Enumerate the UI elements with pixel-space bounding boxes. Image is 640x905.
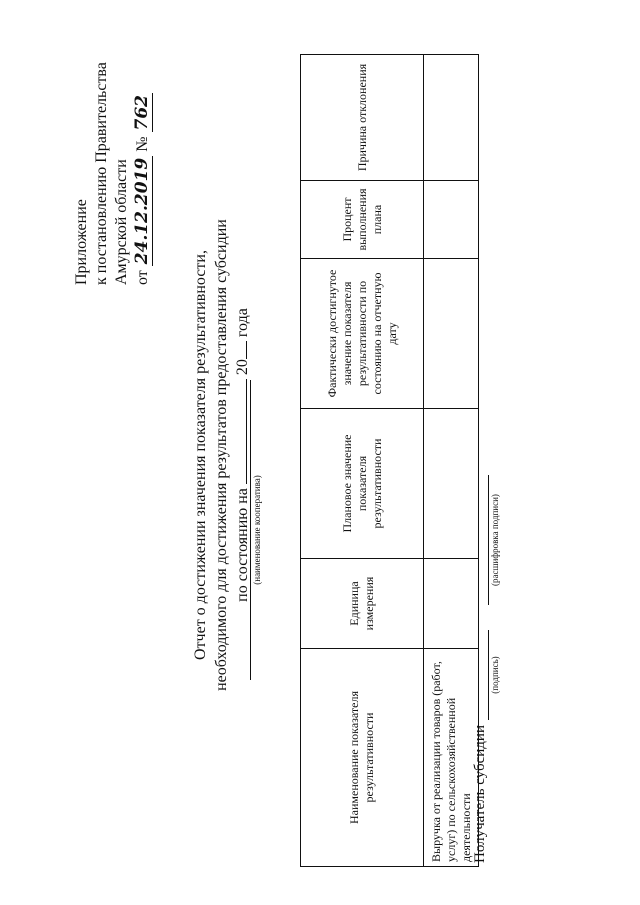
cell-indicator-name: Выручка от реализации товаров (работ, услуг) по сельскохозяйственной деятельности [424,649,479,867]
title-line-2: необходимого для достижения результатов предоставления субсидии [213,219,230,691]
signature-caption: (подпись) [490,656,500,694]
appendix-block [72,62,153,285]
header-unit: Единица измерения [301,559,424,649]
cell-plan-percent [424,181,479,259]
appendix-date-line [132,62,153,285]
appendix-line-2: к постановлению Правительства [93,62,110,285]
signature-field [488,630,501,720]
signature-decode-field [488,475,501,605]
header-actual-value: Фактически достигнутое значение показателя результативности по состоянию на отчетную дату [301,259,424,409]
signature-decode-caption: (расшифровка подписи) [490,494,500,586]
cell-deviation-reason [424,55,479,181]
year-prefix: 20 [234,359,251,376]
cell-planned-value [424,409,479,559]
header-plan-percent: Процент выполнения плана [301,181,424,259]
handwritten-number: 762 [132,94,152,131]
table-header-row [301,55,424,867]
cooperative-name-field [250,380,263,680]
date-prefix: от [134,270,151,285]
cell-actual-value [424,259,479,409]
year-suffix: года [234,308,251,338]
cooperative-caption: (наименование кооператива) [252,475,262,585]
as-of-label: по состоянию на [234,488,251,602]
header-planned-value: Плановое значение показателя результативности [301,409,424,559]
title-line-1: Отчет о достижении значения показателя результативности, [192,250,209,660]
recipient-label: Получатель субсидии [472,725,488,863]
appendix-line-3: Амурской области [113,159,130,285]
header-indicator-name: Наименование показателя результативности [301,649,424,867]
number-prefix: № [134,136,151,152]
date-blank-line [232,379,247,484]
indicator-table [300,54,479,867]
report-title [190,155,253,755]
appendix-line-1: Приложение [73,199,90,285]
cell-unit [424,559,479,649]
table-row [424,55,479,867]
handwritten-date: 24.12.2019 [132,157,152,265]
year-blank-line [232,341,247,359]
header-deviation-reason: Причина отклонения [301,55,424,181]
